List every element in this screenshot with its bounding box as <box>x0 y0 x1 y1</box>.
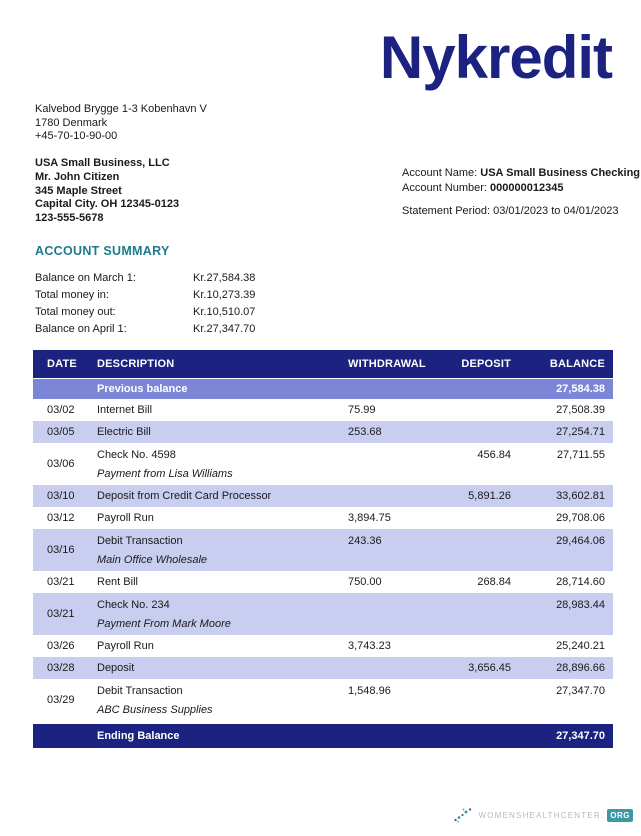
cell-date: 03/06 <box>47 458 75 470</box>
cell-deposit <box>438 529 511 571</box>
customer-phone: 123-555-5678 <box>35 212 104 225</box>
transaction-row <box>33 593 613 635</box>
description-main: Check No. 4598 <box>97 449 176 461</box>
description-main: Payroll Run <box>97 640 154 652</box>
cell-description <box>97 426 348 438</box>
description-main: Deposit <box>97 662 135 674</box>
description-main: Deposit from Credit Card Processor <box>97 490 272 502</box>
summary-label: Total money in: <box>35 288 109 301</box>
account-name-value: USA Small Business Checking <box>480 167 641 179</box>
description-main: Debit Transaction <box>97 535 183 547</box>
cell-balance: 27,508.39 <box>556 404 605 416</box>
summary-row <box>35 320 255 337</box>
description-sub: Main Office Wholesale <box>97 554 208 566</box>
cell-balance: 27,347.70 <box>556 685 605 697</box>
customer-name: USA Small Business, LLC <box>35 157 170 169</box>
description-main: Electric Bill <box>97 426 151 438</box>
cell-date: 03/29 <box>47 694 75 706</box>
previous-balance-row <box>33 379 613 399</box>
previous-balance-label: Previous balance <box>97 383 188 395</box>
cell-withdrawal: 3,743.23 <box>348 640 391 652</box>
ending-balance-value: 27,347.70 <box>556 730 605 742</box>
cell-description <box>97 593 348 635</box>
cell-deposit: 5,891.26 <box>468 490 511 502</box>
transaction-row <box>33 529 613 571</box>
description-sub: Payment From Mark Moore <box>97 618 231 630</box>
account-number-row <box>402 181 640 196</box>
cell-balance: 29,464.06 <box>556 535 605 547</box>
customer-contact: Mr. John Citizen <box>35 170 120 183</box>
cell-balance: 27,711.55 <box>556 449 605 461</box>
transaction-row <box>33 635 613 657</box>
header-balance: BALANCE <box>549 358 605 370</box>
summary-label: Balance on April 1: <box>35 322 127 335</box>
bank-phone: +45-70-10-90-00 <box>35 130 118 142</box>
description-sub: ABC Business Supplies <box>97 704 213 716</box>
cell-description <box>97 679 348 721</box>
cell-description <box>97 512 348 524</box>
transaction-row <box>33 507 613 529</box>
cell-date: 03/21 <box>47 608 75 620</box>
account-summary-title: ACCOUNT SUMMARY <box>35 244 170 258</box>
previous-balance-value: 27,584.38 <box>556 383 605 395</box>
account-summary <box>35 269 255 337</box>
description-main: Check No. 234 <box>97 599 170 611</box>
account-name-label: Account Name: <box>402 167 478 179</box>
cell-withdrawal <box>348 593 438 635</box>
description-main: Internet Bill <box>97 404 153 416</box>
cell-description <box>97 662 348 674</box>
watermark-site-text: WOMENSHEALTHCENTER. <box>478 810 605 820</box>
cell-date: 03/10 <box>47 490 75 502</box>
watermark <box>453 806 633 824</box>
statement-period-label: Statement Period: <box>402 205 491 217</box>
transaction-row <box>33 679 613 721</box>
transaction-row <box>33 657 613 679</box>
cell-description <box>97 443 348 485</box>
description-main: Payroll Run <box>97 512 154 524</box>
statement-period-row <box>402 204 640 219</box>
customer-city: Capital City. OH 12345-0123 <box>35 198 180 211</box>
watermark-dots-icon <box>453 806 475 824</box>
cell-date: 03/16 <box>47 544 75 556</box>
bank-logo: Nykredit <box>379 24 612 91</box>
cell-date: 03/05 <box>47 426 75 438</box>
cell-date: 03/12 <box>47 512 75 524</box>
cell-date: 03/21 <box>47 576 75 588</box>
transaction-rows <box>33 399 613 721</box>
transaction-row <box>33 421 613 443</box>
transactions-table <box>33 350 613 748</box>
description-sub: Payment from Lisa Williams <box>97 468 233 480</box>
cell-deposit <box>438 679 511 721</box>
customer-street: 345 Maple Street <box>35 184 122 197</box>
transaction-row <box>33 443 613 485</box>
cell-deposit: 3,656.45 <box>468 662 511 674</box>
summary-row <box>35 286 255 303</box>
bank-address-line: 1780 Denmark <box>35 116 108 129</box>
cell-withdrawal: 243.36 <box>348 535 382 547</box>
summary-label: Balance on March 1: <box>35 271 136 284</box>
ending-balance-label: Ending Balance <box>97 730 180 742</box>
summary-label: Total money out: <box>35 305 116 318</box>
cell-balance: 27,254.71 <box>556 426 605 438</box>
cell-balance: 33,602.81 <box>556 490 605 502</box>
cell-withdrawal: 3,894.75 <box>348 512 391 524</box>
summary-value: Kr.27,347.70 <box>193 322 256 335</box>
cell-balance: 28,714.60 <box>556 576 605 588</box>
table-header-row <box>33 350 613 378</box>
watermark-org-badge: ORG <box>607 809 633 822</box>
cell-description <box>97 490 348 502</box>
cell-withdrawal: 1,548.96 <box>348 685 391 697</box>
cell-balance: 25,240.21 <box>556 640 605 652</box>
bank-address-line: Kalvebod Brygge 1-3 Kobenhavn V <box>35 103 207 115</box>
transaction-row <box>33 571 613 593</box>
summary-row <box>35 269 255 286</box>
account-number-label: Account Number: <box>402 181 487 194</box>
cell-description <box>97 404 348 416</box>
cell-balance: 29,708.06 <box>556 512 605 524</box>
account-info <box>402 166 640 219</box>
cell-balance: 28,896.66 <box>556 662 605 674</box>
description-main: Rent Bill <box>97 576 138 588</box>
cell-balance: 28,983.44 <box>556 599 605 611</box>
cell-deposit: 456.84 <box>477 449 511 461</box>
summary-value: Kr.27,584.38 <box>193 271 256 284</box>
cell-withdrawal: 750.00 <box>348 576 382 588</box>
cell-date: 03/26 <box>47 640 75 652</box>
cell-withdrawal: 75.99 <box>348 404 376 416</box>
summary-value: Kr.10,273.39 <box>193 288 256 301</box>
header-withdrawal: WITHDRAWAL <box>348 358 426 370</box>
ending-balance-row <box>33 724 613 748</box>
cell-description <box>97 529 348 571</box>
transaction-row <box>33 399 613 421</box>
header-deposit: DEPOSIT <box>461 358 511 370</box>
statement-period-value: 03/01/2023 to 04/01/2023 <box>493 205 619 217</box>
header-description: DESCRIPTION <box>97 358 175 370</box>
summary-row <box>35 303 255 320</box>
cell-deposit: 268.84 <box>477 576 511 588</box>
customer-address <box>35 157 179 226</box>
cell-date: 03/28 <box>47 662 75 674</box>
description-main: Debit Transaction <box>97 685 183 697</box>
cell-withdrawal <box>348 443 438 485</box>
account-name-row <box>402 166 640 181</box>
cell-description <box>97 576 348 588</box>
account-number-value: 000000012345 <box>490 181 564 194</box>
summary-value: Kr.10,510.07 <box>193 305 256 318</box>
cell-date: 03/02 <box>47 404 75 416</box>
bank-address <box>35 103 207 144</box>
cell-deposit <box>438 593 511 635</box>
cell-description <box>97 640 348 652</box>
transaction-row <box>33 485 613 507</box>
cell-withdrawal: 253.68 <box>348 426 382 438</box>
header-date: DATE <box>47 358 77 370</box>
